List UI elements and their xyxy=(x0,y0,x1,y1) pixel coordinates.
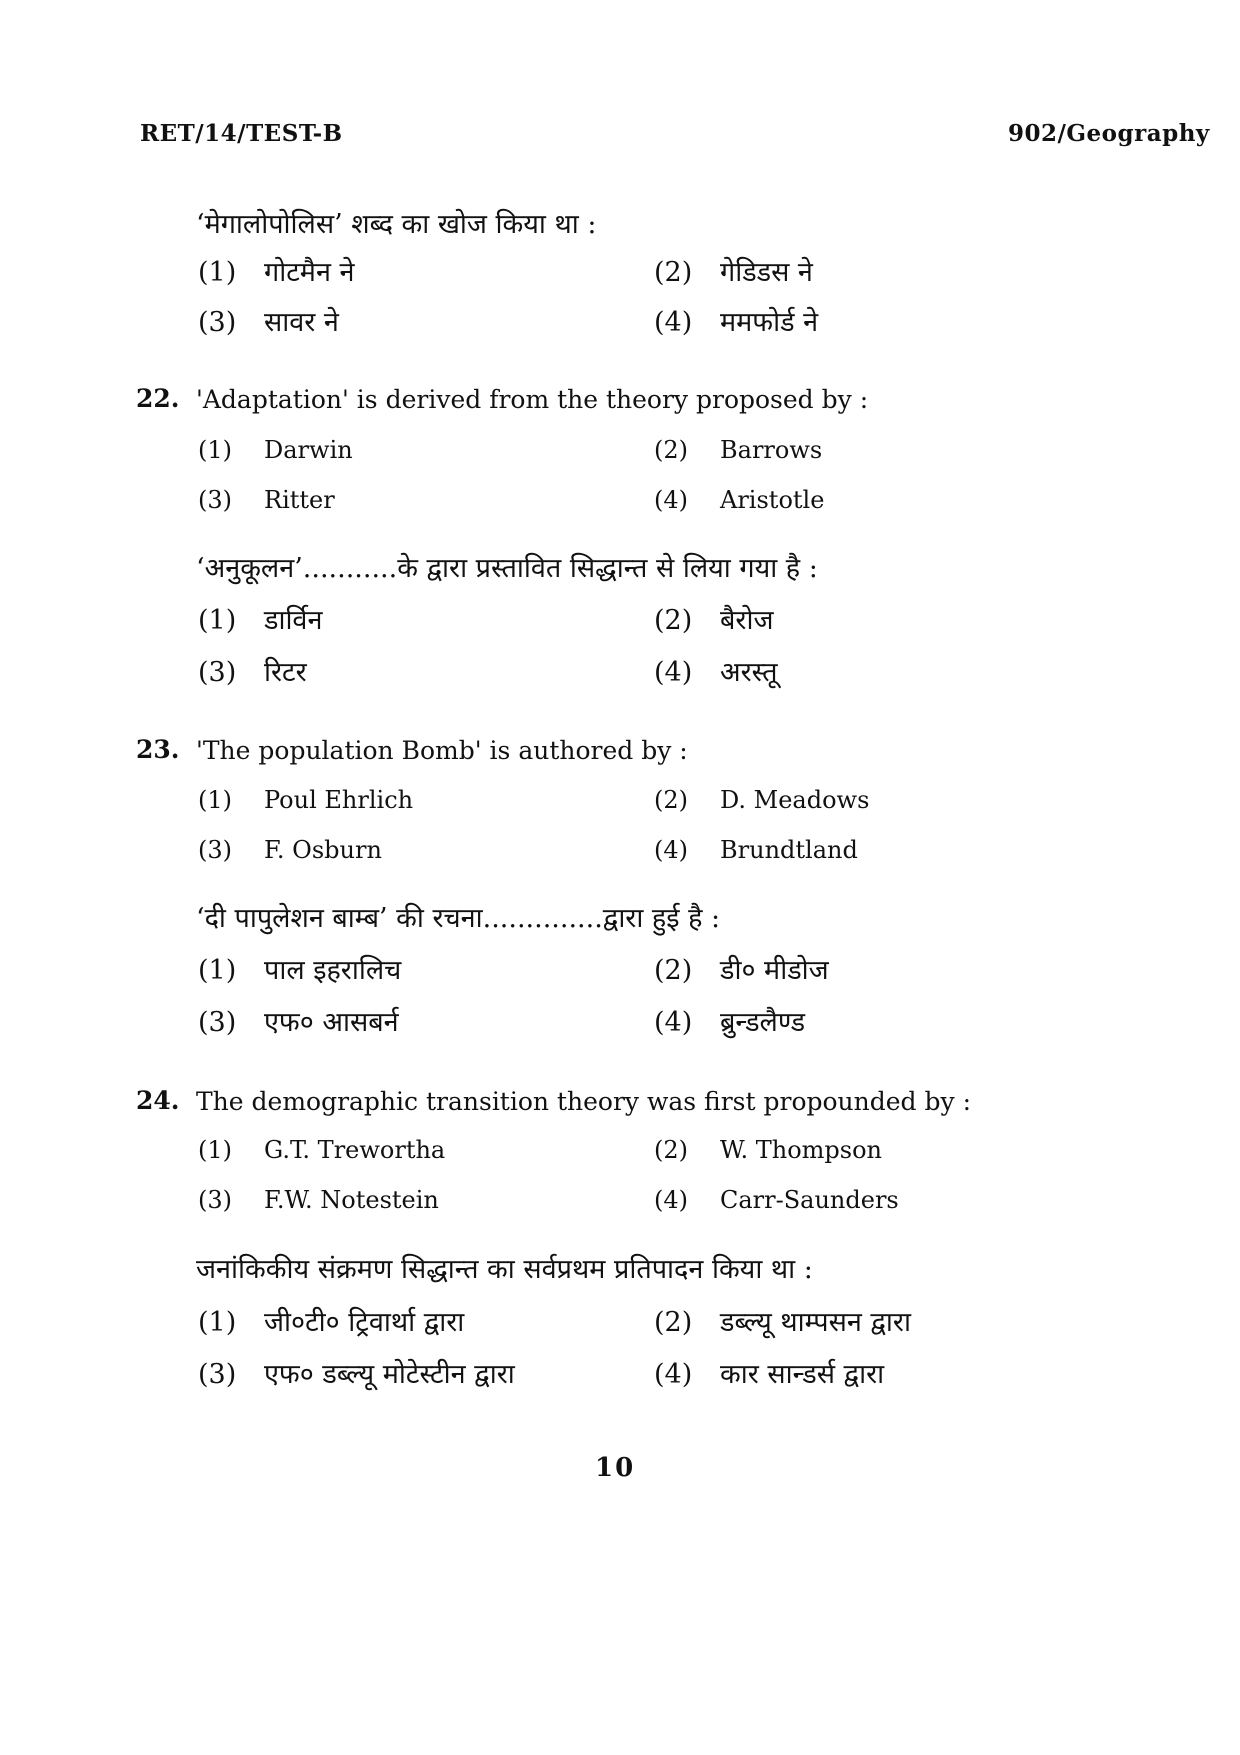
q21-hindi-option-2: (2) गेडिडस ने xyxy=(654,257,813,288)
q23-option-3: (3) F. Osburn xyxy=(198,836,382,864)
q21-hindi-option-1: (1) गोटमैन ने xyxy=(198,257,355,288)
q21-hindi-option-4: (4) ममफोर्ड ने xyxy=(654,307,819,338)
subject-code: 902/Geography xyxy=(1008,120,1210,147)
q22-option-4: (4) Aristotle xyxy=(654,486,825,514)
q23-option-2: (2) D. Meadows xyxy=(654,786,870,814)
q24-hindi-option-1: (1) जी०टी० ट्रिवार्था द्वारा xyxy=(198,1307,465,1338)
q23-hindi-option-4: (4) ब्रुन्डलैण्ड xyxy=(654,1007,806,1038)
q24-option-4: (4) Carr-Saunders xyxy=(654,1186,899,1214)
q23-english-text: 'The population Bomb' is authored by : xyxy=(196,736,688,765)
q22-option-1: (1) Darwin xyxy=(198,436,353,464)
q24-option-2: (2) W. Thompson xyxy=(654,1136,882,1164)
q22-english-text: 'Adaptation' is derived from the theory proposed by : xyxy=(196,385,869,414)
q23-hindi-option-2: (2) डी० मीडोज xyxy=(654,955,829,986)
q24-option-1: (1) G.T. Trewortha xyxy=(198,1136,446,1164)
q22-hindi-option-1: (1) डार्विन xyxy=(198,605,323,636)
page-number: 10 xyxy=(595,1453,636,1483)
q24-option-3: (3) F.W. Notestein xyxy=(198,1186,439,1214)
q21-hindi-text: ‘मेगालोपोलिस’ शब्द का खोज किया था : xyxy=(196,209,597,240)
q24-english-text: The demographic transition theory was first propounded by : xyxy=(196,1087,971,1116)
q23-option-4: (4) Brundtland xyxy=(654,836,858,864)
q23-option-1: (1) Poul Ehrlich xyxy=(198,786,414,814)
q23-number: 23. xyxy=(136,735,180,764)
q22-hindi-option-2: (2) बैरोज xyxy=(654,605,774,636)
q22-number: 22. xyxy=(136,384,180,413)
q24-number: 24. xyxy=(136,1086,180,1115)
paper-code: RET/14/TEST-B xyxy=(140,120,343,147)
q24-hindi-text: जनांकिकीय संक्रमण सिद्धान्त का सर्वप्रथम प्रतिपादन किया था : xyxy=(196,1254,813,1285)
q22-option-2: (2) Barrows xyxy=(654,436,823,464)
q24-hindi-option-2: (2) डब्ल्यू थाम्पसन द्वारा xyxy=(654,1307,911,1338)
q23-hindi-text: ‘दी पापुलेशन बाम्ब’ की रचना..............द्वारा हुई है : xyxy=(196,903,721,934)
q23-hindi-option-3: (3) एफ० आसबर्न xyxy=(198,1007,399,1038)
q24-hindi-option-3: (3) एफ० डब्ल्यू मोटेस्टीन द्वारा xyxy=(198,1359,515,1390)
q22-hindi-option-4: (4) अरस्तू xyxy=(654,657,778,688)
q21-hindi-option-3: (3) सावर ने xyxy=(198,307,339,338)
q22-option-3: (3) Ritter xyxy=(198,486,335,514)
q22-hindi-text: ‘अनुकूलन’...........के द्वारा प्रस्तावित सिद्धान्त से लिया गया है : xyxy=(196,553,818,584)
q22-hindi-option-3: (3) रिटर xyxy=(198,657,307,688)
q24-hindi-option-4: (4) कार सान्डर्स द्वारा xyxy=(654,1359,885,1390)
q23-hindi-option-1: (1) पाल इहरालिच xyxy=(198,955,402,986)
